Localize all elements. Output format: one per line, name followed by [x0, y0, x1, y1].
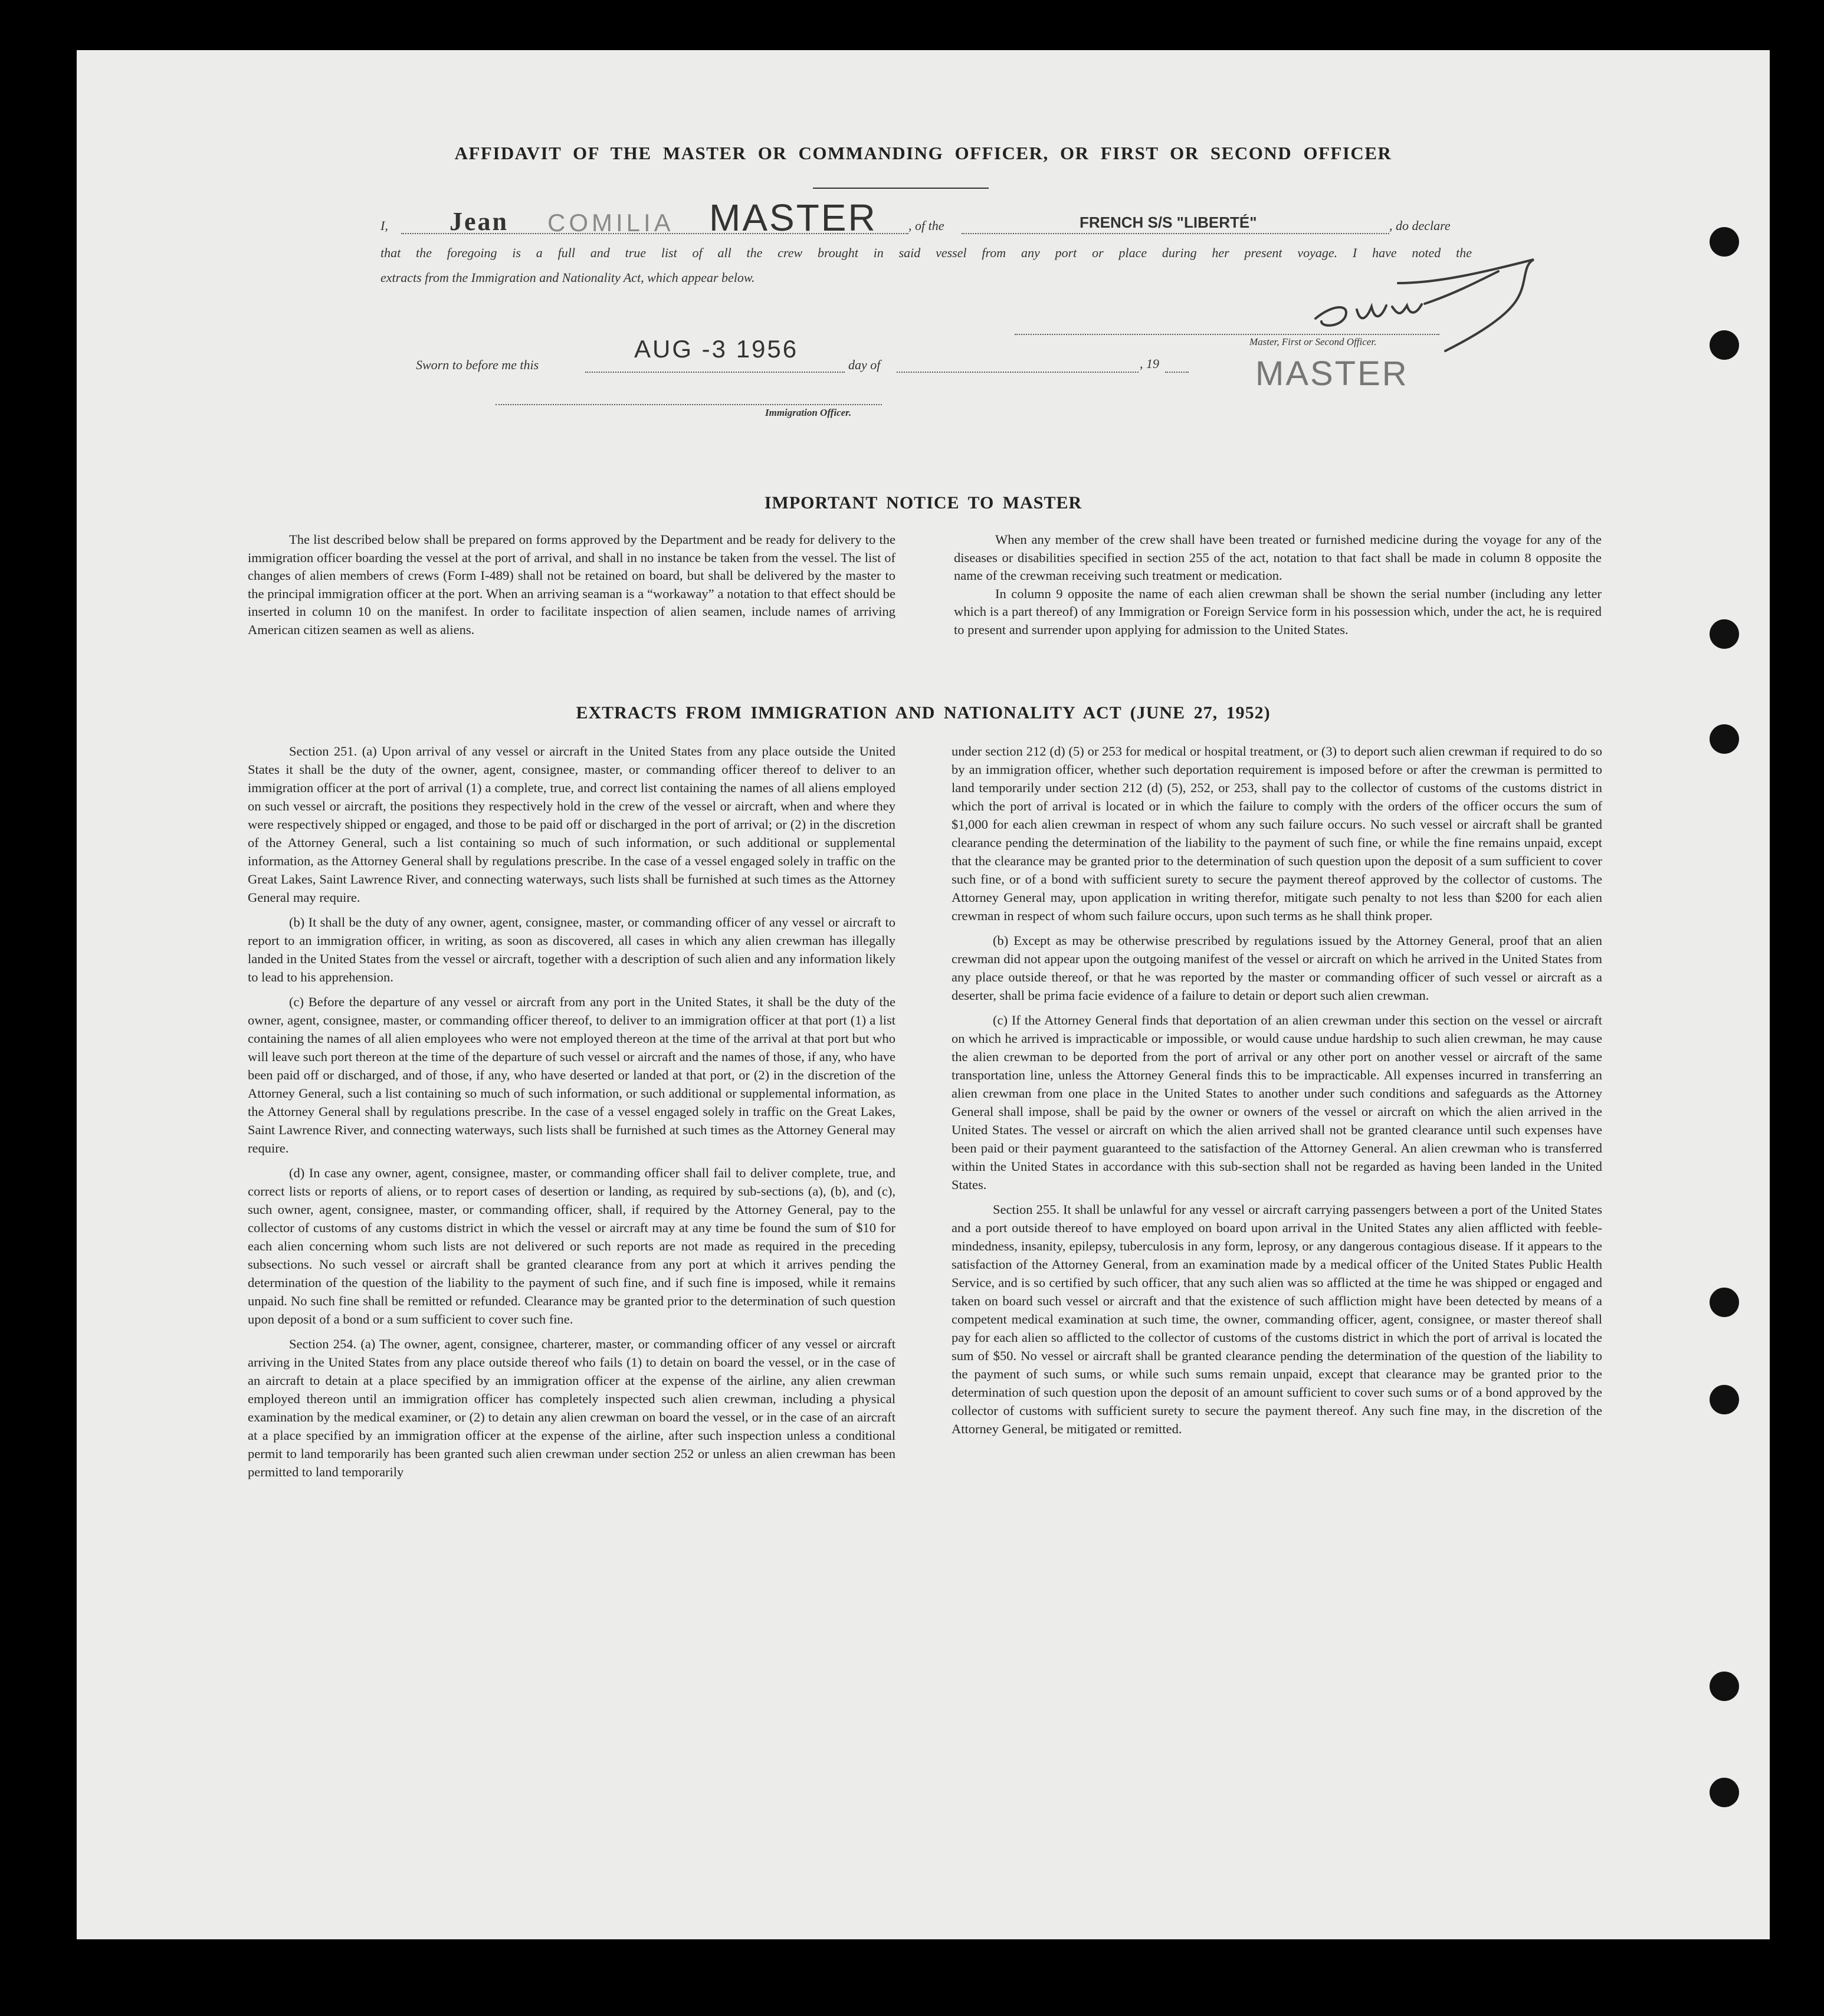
- notice-paragraph: The list described below shall be prepared on forms approved by the Department and be ready for delivery to the immigration officer boarding the vessel at the port of arrival, and shall in no instance be taken from the vessel. The list of changes of alien members of crews (Form I-489) shall not be retained on board, but shall be delivered by the master to the principal immigration officer at the port. When an arriving seaman is a “workaway” a notation to that effect should be inserted in column 10 on the manifest. In order to facilitate inspection of alien seamen, include names of arriving American citizen seamen as well as aliens.: [248, 532, 895, 637]
- declaration-line: that the foregoing is a full and true list of all the crew brought in said vessel from any port or place during her present voyage. I have noted the: [380, 245, 1472, 260]
- act-section-paragraph: (c) Before the departure of any vessel or aircraft from any port in the United States, it shall be the duty of the owner, agent, consignee, master, or commanding officer thereof, to deliver to an immigration officer at that port (1) a list containing the names of all alien employees who were not employed thereon at the time of the arrival at that port but who will leave such port thereon at the time of the departure of such vessel or aircraft and the names of those, if any, who have been paid off or discharged, and of those, if any, who have deserted or landed at that port, or (2) in the discretion of the Attorney General, such a list containing so much of such information, or such additional or supplemental information, as the Attorney General shall by regulations prescribe. In the case of a vessel engaged solely in traffic on the Great Lakes, Saint Lawrence River, and connecting waterways, such lists shall be furnished at such times as the Attorney General may require.: [248, 994, 895, 1155]
- month-line: [897, 372, 1139, 373]
- binder-hole: [1710, 227, 1739, 257]
- master-name-first: Jean: [450, 207, 509, 236]
- signature-line: [1015, 334, 1439, 335]
- officer-line: [496, 404, 882, 405]
- act-section-paragraph: under section 212 (d) (5) or 253 for medical or hospital treatment, or (3) to deport such alien crewman if required to do so by an immigration officer, whether such deportation requirement is imposed before or after the crewman is permitted to land temporarily under section 212 (d) (5), 252, or 253, shall pay to the collector of customs of the customs district in which the port of arrival is located or in which the failure to comply with the orders of the officer occurs the sum of $1,000 for each alien crewman in respect of whom any such failure occurs. No such vessel or aircraft shall be granted clearance pending the determination of the liability to the payment of such fine, or while the fine remains unpaid, except that the clearance may be granted prior to the determination of such question upon the deposit of a sum sufficient to cover such fine, or of a bond with sufficient surety to secure the payment thereof approved by the collector of customs. The Attorney General may, upon application in writing therefor, mitigate such penalty to not less than $200 for each alien crewman in respect of whom such failure occurs, upon such terms as he shall think proper.: [952, 744, 1602, 923]
- day-of-label: day of: [848, 357, 881, 372]
- declare-label: , do declare: [1389, 218, 1451, 233]
- extracts-title: EXTRACTS FROM IMMIGRATION AND NATIONALITY ACT (JUNE 27, 1952): [576, 703, 1271, 723]
- notice-right-column: [954, 531, 1602, 639]
- binder-hole: [1710, 1288, 1739, 1317]
- act-section-paragraph: (d) In case any owner, agent, consignee, master, or commanding officer shall fail to deliver complete, true, and correct lists or reports of aliens, or to report cases of desertion or landing, as required by sub-sections (a), (b), and (c), such owner, agent, consignee, master, or commanding officer, shall, if required by the Attorney General, pay to the collector of customs of any customs district in which the vessel or aircraft may at any time be found the sum of $10 for each alien concerning whom such lists are not delivered or such reports are not made as required in the preceding subsections. No such vessel or aircraft shall be granted clearance from any port at which it arrives pending the determination of the question of the liability to the payment of such fine, and if such fine is imposed, while it remains unpaid. No such fine shall be remitted or refunded. Clearance may be granted prior to the determination of such question upon deposit of a bond or a sum sufficient to cover such fine.: [248, 1165, 895, 1327]
- binder-hole: [1710, 1385, 1739, 1414]
- extracts-right-column: [952, 742, 1602, 1438]
- notice-paragraph: When any member of the crew shall have been treated or furnished medicine during the voyage for any of the diseases or disabilities specified in section 255 of the act, notation to that fact shall be made in column 8 opposite the name of the crewman receiving such treatment or medication.: [954, 532, 1602, 583]
- binder-hole: [1710, 1672, 1739, 1701]
- act-section-paragraph: (c) If the Attorney General finds that deportation of an alien crewman under this section on the vessel or aircraft on which he arrived is impracticable or impossible, or would cause undue hardship to such alien crewman, he may cause the alien crewman to be deported from the port of arrival or any other port on another vessel or aircraft of the same transportation line, unless the Attorney General finds this to be impracticable. All expenses incurred in transferring an alien crewman from one place in the United States to another under such conditions and safeguards as the Attorney General shall impose, shall be paid by the owner or owners of the vessel or aircraft on which the alien arrived in the United States. The vessel or aircraft on which the alien arrived shall not be granted clearance until such expenses have been paid or their payment guaranteed to the satisfaction of the Attorney General. An alien crewman who is transferred within the United States in accordance with this sub-section shall not be regarded as having been landed in the United States.: [952, 1013, 1602, 1192]
- binder-hole: [1710, 619, 1739, 649]
- declaration-line: extracts from the Immigration and Nationality Act, which appear below.: [380, 270, 755, 285]
- binder-hole: [1710, 1778, 1739, 1807]
- act-section-paragraph: (b) It shall be the duty of any owner, agent, consignee, master, or commanding officer of any vessel or aircraft to report to an immigration officer, in writing, as soon as discovered, all cases in which any alien crewman has illegally landed in the United States from the vessel or aircraft, together with a description of such alien and any information likely to lead to his apprehension.: [248, 915, 895, 984]
- sworn-date-line: [585, 372, 845, 373]
- officer-caption: Immigration Officer.: [765, 407, 852, 418]
- extracts-left-column: [248, 742, 895, 1481]
- act-section-paragraph: (b) Except as may be otherwise prescribed by regulations issued by the Attorney General, proof that an alien crewman did not appear upon the outgoing manifest of the vessel or aircraft on which he arrived in the United States from any place outside thereof, or that he was reported by the master or commanding officer of such vessel or aircraft as a deserter, shall be prima facie evidence of a failure to detain or deport such alien crewman.: [952, 933, 1602, 1003]
- vessel-line: [962, 233, 1389, 234]
- rank-stamp: MASTER: [709, 196, 877, 239]
- of-the-label: , of the: [908, 218, 944, 233]
- year-line: [1165, 372, 1189, 373]
- i-label: I,: [380, 218, 388, 233]
- vessel-name: FRENCH S/S "LIBERTÉ": [1080, 214, 1257, 231]
- sworn-date-stamp: AUG -3 1956: [634, 335, 799, 363]
- year-label: , 19: [1140, 356, 1159, 371]
- notice-paragraph: In column 9 opposite the name of each alien crewman shall be shown the serial number (including any letter which is a part thereof) of any Immigration or Foreign Service form in his possession which, under the act, he is required to present and surrender upon applying for admission to the United States.: [954, 586, 1602, 637]
- binder-hole: [1710, 724, 1739, 754]
- signatory-stamp: MASTER: [1255, 354, 1409, 393]
- title-rule: [813, 188, 989, 189]
- sworn-label: Sworn to before me this: [416, 357, 539, 372]
- master-name-last: COMILIA: [547, 209, 674, 237]
- notice-title: IMPORTANT NOTICE TO MASTER: [764, 493, 1082, 513]
- signatory-caption: Master, First or Second Officer.: [1249, 336, 1377, 347]
- binder-hole: [1710, 330, 1739, 360]
- act-section-paragraph: Section 255. It shall be unlawful for any vessel or aircraft carrying passengers between a port of the United States and a port outside thereof to have employed on board upon arrival in the United States any alien afflicted with feeble-mindedness, insanity, epilepsy, tuberculosis in any form, leprosy, or any dangerous contagious disease. If it appears to the satisfaction of the Attorney General, from an examination made by a medical officer of the United States Public Health Service, and is so certified by such officer, that any such alien was so afflicted at the time he was shipped or engaged and taken on board such vessel or aircraft and that the existence of such affliction might have been detected by means of a competent medical examination at such time, the owner, commanding officer, agent, consignee, or master thereof shall pay for each alien so afflicted to the collector of customs of the customs district in which the port of arrival is located the sum of $50. No vessel or aircraft shall be granted clearance pending the determination of the question of the liability to the payment of such sums, or while such sums remain unpaid, except that clearance may be granted prior to the determination of such question upon the deposit of an amount sufficient to cover such sums or of a bond approved by the collector of customs with sufficient surety to secure the payment thereof. Any such fine may, in the discretion of the Attorney General, be mitigated or remitted.: [952, 1202, 1602, 1436]
- notice-left-column: [248, 531, 895, 639]
- affidavit-title: AFFIDAVIT OF THE MASTER OR COMMANDING OFFICER, OR FIRST OR SECOND OFFICER: [454, 143, 1392, 163]
- act-section-paragraph: Section 254. (a) The owner, agent, consignee, charterer, master, or commanding officer of any vessel or aircraft arriving in the United States from any place outside thereof who fails (1) to detain on board the vessel, or in the case of an aircraft to detain at a place specified by an immigration officer at the expense of the airline, any alien crewman employed thereon until an immigration officer has completely inspected such alien crewman, including a physical examination by the medical examiner, or (2) to detain any alien crewman on board the vessel, or in the case of an aircraft at a place specified by an immigration officer at the expense of the airline, after such inspection unless a conditional permit to land temporarily has been granted such alien crewman under section 252 or unless an alien crewman has been permitted to land temporarily: [248, 1337, 895, 1479]
- act-section-paragraph: Section 251. (a) Upon arrival of any vessel or aircraft in the United States from any place outside the United States it shall be the duty of the owner, agent, consignee, master, or commanding officer thereof to deliver to an immigration officer at the port of arrival (1) a complete, true, and correct list containing the names of all aliens employed on such vessel or aircraft, the positions they respectively hold in the crew of the vessel or aircraft, when and where they were respectively shipped or engaged, and those to be paid off or discharged in the port of arrival; or (2) in the discretion of the Attorney General, such a list containing so much of such information, or such additional or supplemental information, as the Attorney General shall by regulations prescribe. In the case of a vessel engaged solely in traffic on the Great Lakes, Saint Lawrence River, and connecting waterways, such lists shall be furnished at such times as the Attorney General may require.: [248, 744, 895, 905]
